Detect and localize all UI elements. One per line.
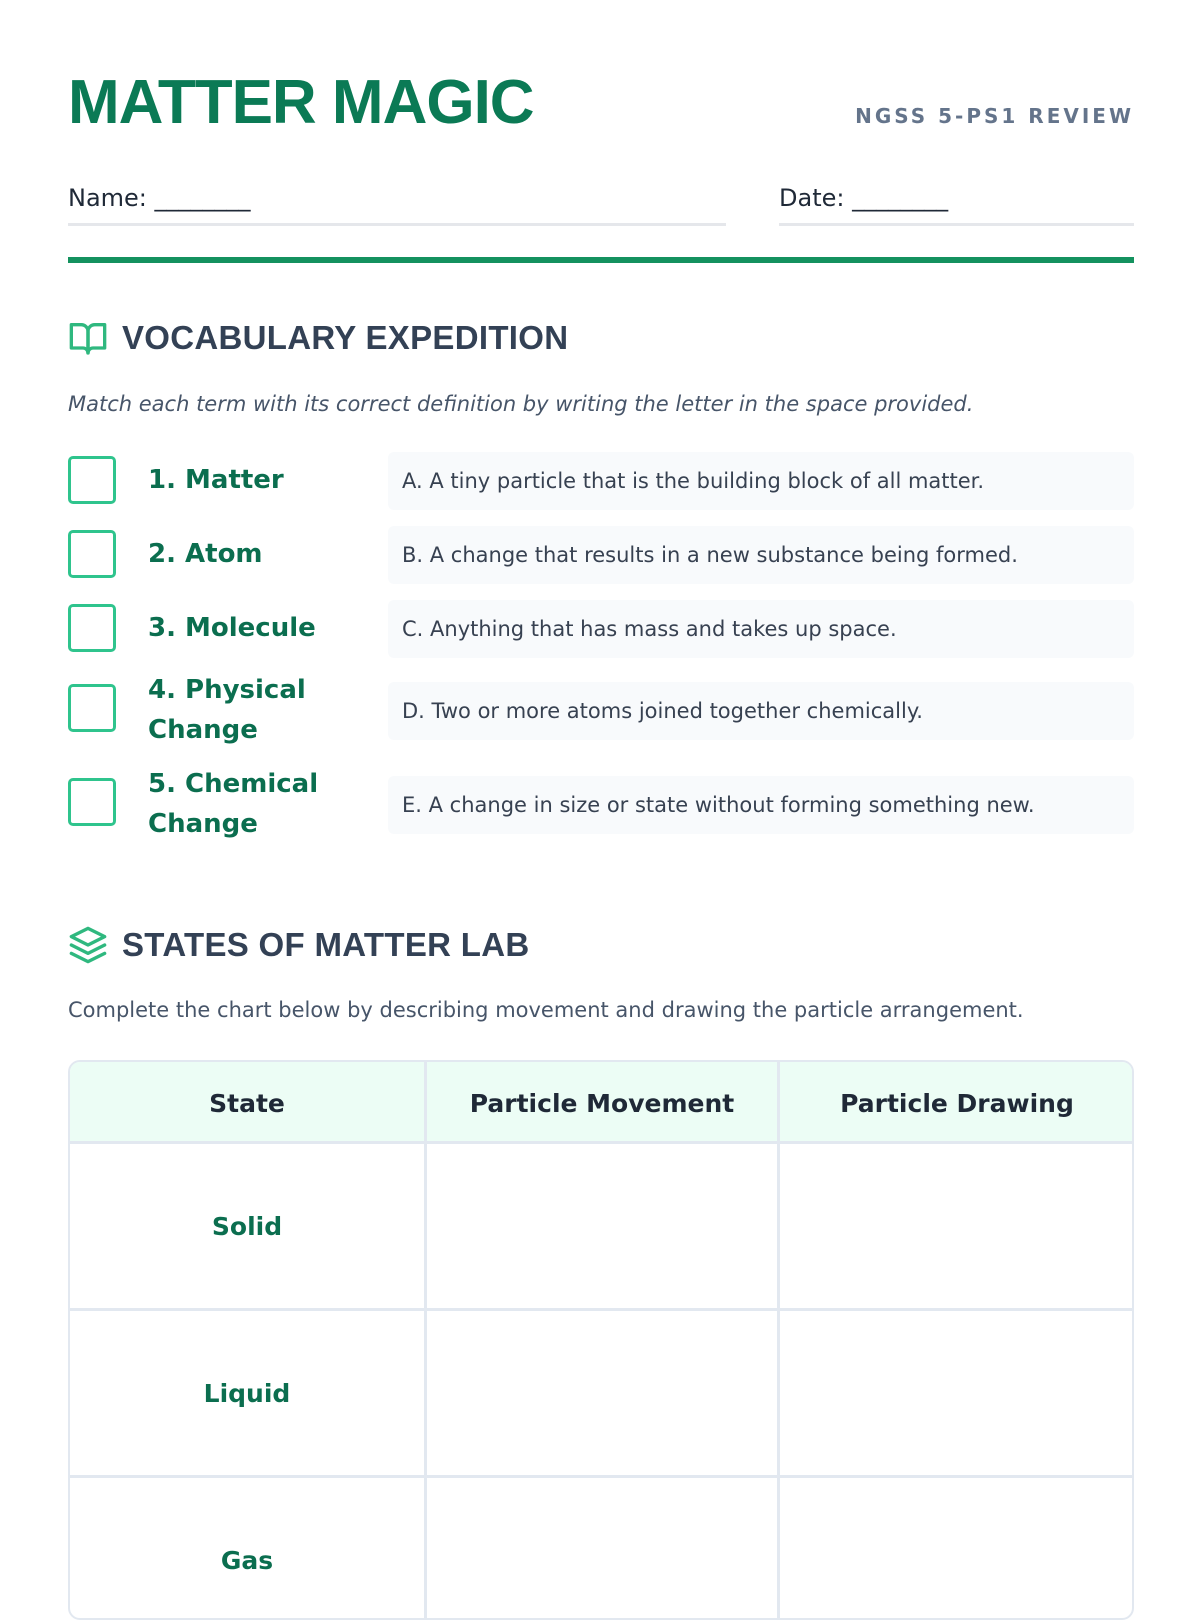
standard-label: NGSS 5-PS1 REVIEW bbox=[855, 104, 1134, 128]
column-header-movement: Particle Movement bbox=[469, 1088, 735, 1118]
date-field[interactable]: Date: ________ bbox=[779, 180, 1134, 226]
states-section-heading bbox=[68, 925, 529, 965]
vocabulary-section-heading bbox=[68, 318, 568, 358]
answer-box[interactable] bbox=[68, 530, 116, 578]
movement-cell[interactable] bbox=[427, 1478, 777, 1620]
vocab-definition: E. A change in size or state without forming something new. bbox=[388, 776, 1134, 834]
movement-cell[interactable] bbox=[427, 1144, 777, 1308]
answer-box[interactable] bbox=[68, 684, 116, 732]
state-cell-solid: Solid bbox=[211, 1211, 283, 1241]
vocab-definition: C. Anything that has mass and takes up space. bbox=[388, 600, 1134, 658]
vocabulary-instructions: Match each term with its correct definition by writing the letter in the space provided. bbox=[68, 392, 974, 416]
worksheet-page bbox=[68, 0, 1134, 1600]
vocab-definition: B. A change that results in a new substance being formed. bbox=[388, 526, 1134, 584]
drawing-cell[interactable] bbox=[780, 1311, 1134, 1475]
states-instructions: Complete the chart below by describing movement and drawing the particle arrangement. bbox=[68, 998, 1024, 1022]
states-heading: STATES OF MATTER LAB bbox=[122, 926, 530, 963]
vocab-term: 4. Physical Change bbox=[148, 675, 306, 745]
vocab-definition: A. A tiny particle that is the building block of all matter. bbox=[388, 452, 1134, 510]
name-field[interactable]: Name: ________ bbox=[68, 180, 726, 226]
states-table bbox=[68, 1060, 1134, 1620]
movement-cell[interactable] bbox=[427, 1311, 777, 1475]
page-title: MATTER MAGIC bbox=[68, 68, 534, 137]
drawing-cell[interactable] bbox=[780, 1478, 1134, 1620]
vocab-term: 1. Matter bbox=[148, 465, 284, 495]
open-book-icon bbox=[68, 318, 108, 358]
answer-box[interactable] bbox=[68, 456, 116, 504]
drawing-cell[interactable] bbox=[780, 1144, 1134, 1308]
layers-icon bbox=[68, 925, 108, 965]
vocab-term: 3. Molecule bbox=[148, 613, 316, 643]
column-header-state: State bbox=[209, 1088, 285, 1118]
vocab-definition: D. Two or more atoms joined together chemically. bbox=[388, 682, 1134, 740]
vocab-term: 2. Atom bbox=[148, 539, 263, 569]
column-header-drawing: Particle Drawing bbox=[840, 1088, 1074, 1118]
vocab-term: 5. Chemical Change bbox=[148, 769, 319, 839]
answer-box[interactable] bbox=[68, 778, 116, 826]
state-cell-liquid: Liquid bbox=[203, 1378, 291, 1408]
state-cell-gas: Gas bbox=[220, 1545, 274, 1575]
vocabulary-heading: VOCABULARY EXPEDITION bbox=[122, 319, 569, 356]
answer-box[interactable] bbox=[68, 604, 116, 652]
header-divider bbox=[68, 257, 1134, 263]
